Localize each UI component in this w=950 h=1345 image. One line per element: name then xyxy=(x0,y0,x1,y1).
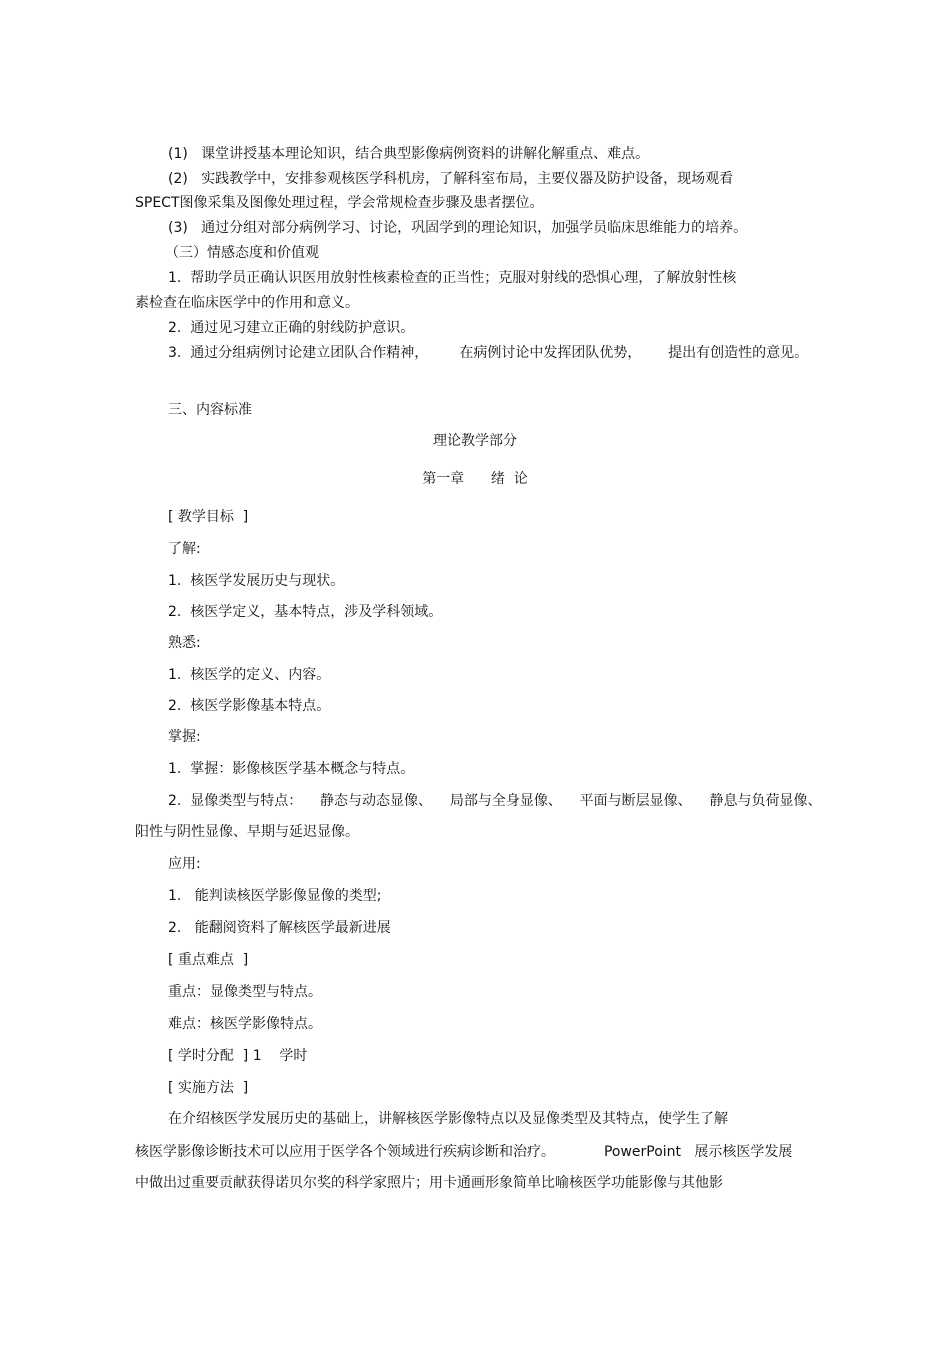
attitude-item-3: 3. 通过分组病例讨论建立团队合作精神， 在病例讨论中发挥团队优势， 提出有创造性的意见。 xyxy=(168,345,809,361)
apply-label: 应用: xyxy=(168,856,201,872)
master-item-2-cont: 阳性与阴性显像、早期与延迟显像。 xyxy=(135,824,359,840)
master-label: 掌握: xyxy=(168,729,201,745)
master-item-1: 1. 掌握：影像核医学基本概念与特点。 xyxy=(168,761,415,777)
apply-item-1: 1. 能判读核医学影像显像的类型; xyxy=(168,888,382,904)
difficult-point: 难点：核医学影像特点。 xyxy=(168,1016,322,1032)
section-heading-attitude: （三）情感态度和价值观 xyxy=(165,245,319,261)
attitude-item-1: 1. 帮助学员正确认识医用放射性核素检查的正当性；克服对射线的恐惧心理，了解放射性核 xyxy=(168,270,737,286)
teaching-method-1: (1) 课堂讲授基本理论知识，结合典型影像病例资料的讲解化解重点、难点。 xyxy=(168,146,650,162)
part-title: 理论教学部分 xyxy=(433,433,517,449)
implementation-text-3: 中做出过重要贡献获得诺贝尔奖的科学家照片；用卡通画形象简单比喻核医学功能影像与其他影 xyxy=(135,1175,723,1191)
key-difficult-label: [ 重点难点 ] xyxy=(168,952,249,968)
understand-item-2: 2. 核医学定义，基本特点，涉及学科领域。 xyxy=(168,604,443,620)
attitude-item-1-cont: 素检查在临床医学中的作用和意义。 xyxy=(135,295,359,311)
attitude-item-2: 2. 通过见习建立正确的射线防护意识。 xyxy=(168,320,415,336)
master-item-2: 2. 显像类型与特点： 静态与动态显像、 局部与全身显像、 平面与断层显像、 静息与负荷显像、 xyxy=(168,793,822,809)
chapter-title: 第一章 绪 论 xyxy=(422,471,528,487)
teaching-method-2: (2) 实践教学中，安排参观核医学科机房，了解科室布局，主要仪器及防护设备，现场观看 xyxy=(168,171,734,187)
apply-item-2: 2. 能翻阅资料了解核医学最新进展 xyxy=(168,920,391,936)
familiar-label: 熟悉: xyxy=(168,635,201,651)
class-hours: [ 学时分配 ] 1 学时 xyxy=(168,1048,308,1064)
teaching-method-2-cont: SPECT图像采集及图像处理过程，学会常规检查步骤及患者摆位。 xyxy=(135,195,544,211)
implementation-text-2: 核医学影像诊断技术可以应用于医学各个领域进行疾病诊断和治疗。 PowerPoint 展示核医学发展 xyxy=(135,1144,793,1160)
understand-item-1: 1. 核医学发展历史与现状。 xyxy=(168,573,345,589)
understand-label: 了解: xyxy=(168,541,201,557)
implementation-label: [ 实施方法 ] xyxy=(168,1080,249,1096)
familiar-item-2: 2. 核医学影像基本特点。 xyxy=(168,698,331,714)
teaching-goals-label: [ 教学目标 ] xyxy=(168,509,249,525)
section-heading-content-standard: 三、内容标准 xyxy=(168,402,252,418)
familiar-item-1: 1. 核医学的定义、内容。 xyxy=(168,667,331,683)
teaching-method-3: (3) 通过分组对部分病例学习、讨论，巩固学到的理论知识，加强学员临床思维能力的培养。 xyxy=(168,220,748,236)
implementation-text-1: 在介绍核医学发展历史的基础上，讲解核医学影像特点以及显像类型及其特点，使学生了解 xyxy=(168,1111,728,1127)
key-point: 重点：显像类型与特点。 xyxy=(168,984,322,1000)
